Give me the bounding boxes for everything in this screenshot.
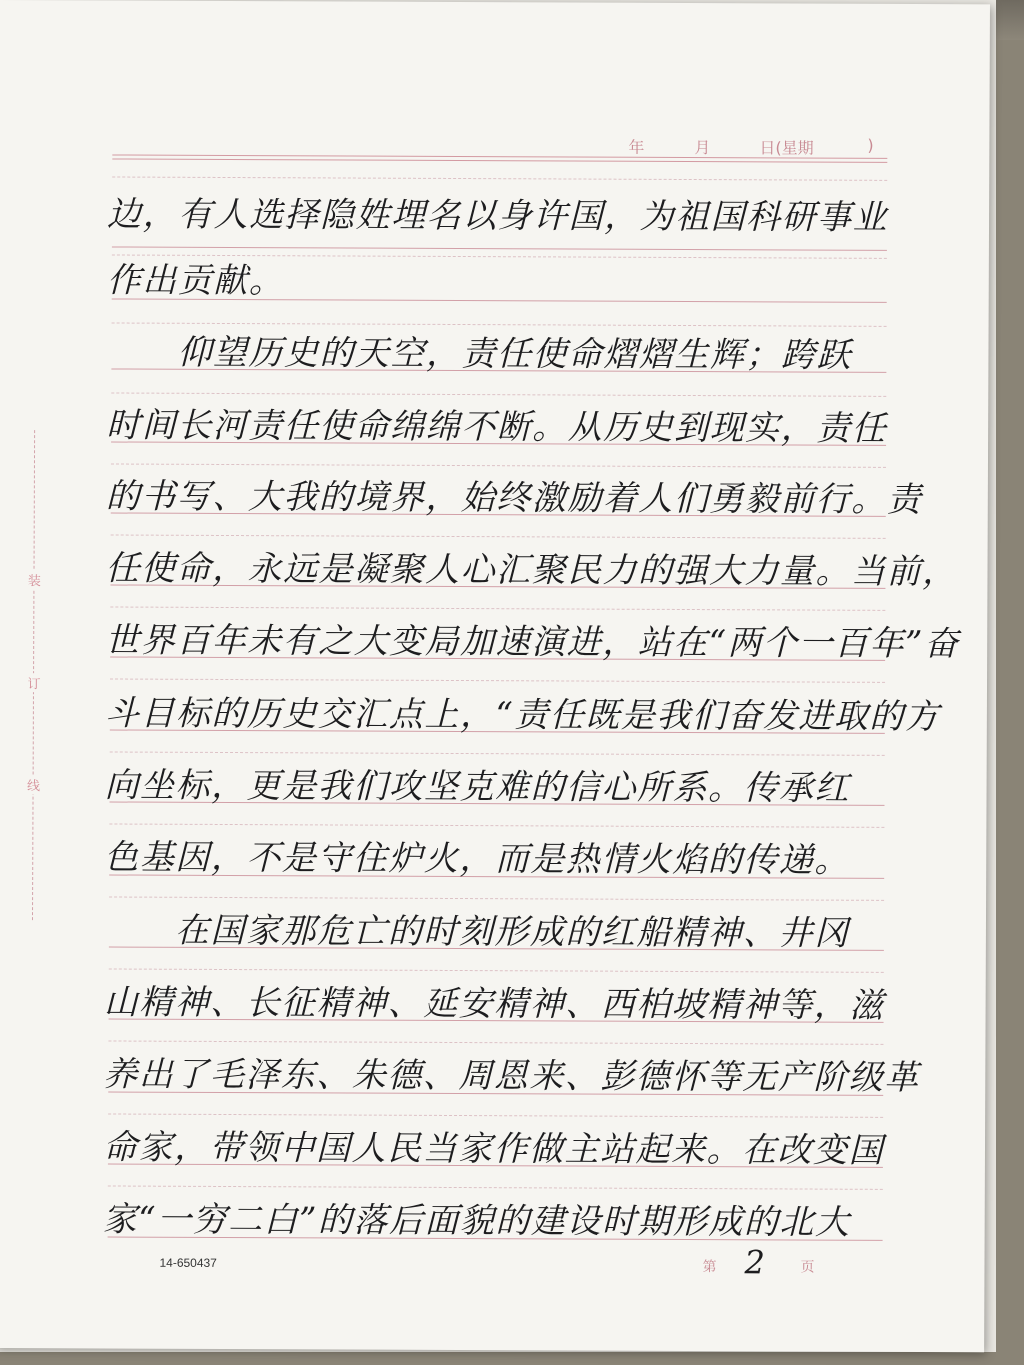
guide-line [111,392,886,396]
handwritten-line-5: 的书写、大我的境界，始终激励着人们勇毅前行。责 [105,476,923,521]
guide-line [112,176,887,180]
handwritten-line-4: 时间长河责任使命绵绵不断。从历史到现实，责任 [106,405,888,449]
binding-char-ding: 订 [25,673,43,692]
year-label: 年 [628,137,645,157]
handwritten-line-2: 作出贡献。 [106,260,285,302]
handwritten-line-10: 色基因，不是守住炉火，而是热情火焰的传递。 [104,837,850,881]
handwritten-line-11: 在国家那危亡的时刻形成的红船精神、井冈 [103,910,850,954]
guide-line [108,1113,883,1117]
ruled-line [112,246,887,250]
guide-line [110,606,885,610]
product-code: 14-650437 [159,1255,217,1270]
guide-line [108,1040,883,1044]
guide-line [110,678,885,682]
handwritten-line-3: 仰望历史的天空，责任使命熠熠生辉；跨跃 [106,332,853,376]
guide-line [109,896,884,900]
binding-char-xian: 线 [25,775,43,794]
handwritten-line-9: 向坐标，更是我们攻坚克难的信心所系。传承红 [104,765,851,809]
guide-line [111,534,886,538]
handwritten-line-12: 山精神、长征精神、延安精神、西柏坡精神等，滋 [103,982,885,1026]
guide-line [110,751,885,755]
handwritten-line-1: 边，有人选择隐姓埋名以身许国，为祖国科研事业 [106,194,889,238]
guide-line [108,1185,883,1189]
handwritten-line-15: 家“一穷二白”的落后面貌的建设时期形成的北大 [102,1199,851,1243]
binding-char-zhuang: 装 [25,570,43,589]
guide-line [111,463,886,467]
weekday-close: ) [867,135,874,155]
guide-line [109,968,884,972]
handwritten-line-6: 任使命，永远是凝聚人心汇聚民力的强大力量。当前， [105,548,958,593]
page-prefix: 第 [702,1259,717,1276]
page-number: 2 [744,1243,765,1282]
guide-line [109,823,884,827]
handwritten-line-7: 世界百年未有之大变局加速演进，站在“两个一百年”奋 [105,620,960,665]
page-suffix: 页 [800,1259,815,1276]
handwritten-line-14: 命家，带领中国人民当家作做主站起来。在改变国 [102,1127,885,1171]
month-label: 月 [694,138,711,158]
weekday-label: 日(星期 [759,138,814,158]
handwritten-line-13: 养出了毛泽东、朱德、周恩来、彭德怀等无产阶级革 [103,1054,920,1099]
handwritten-line-8: 斗目标的历史交汇点上，“责任既是我们奋发进取的方 [104,693,941,738]
